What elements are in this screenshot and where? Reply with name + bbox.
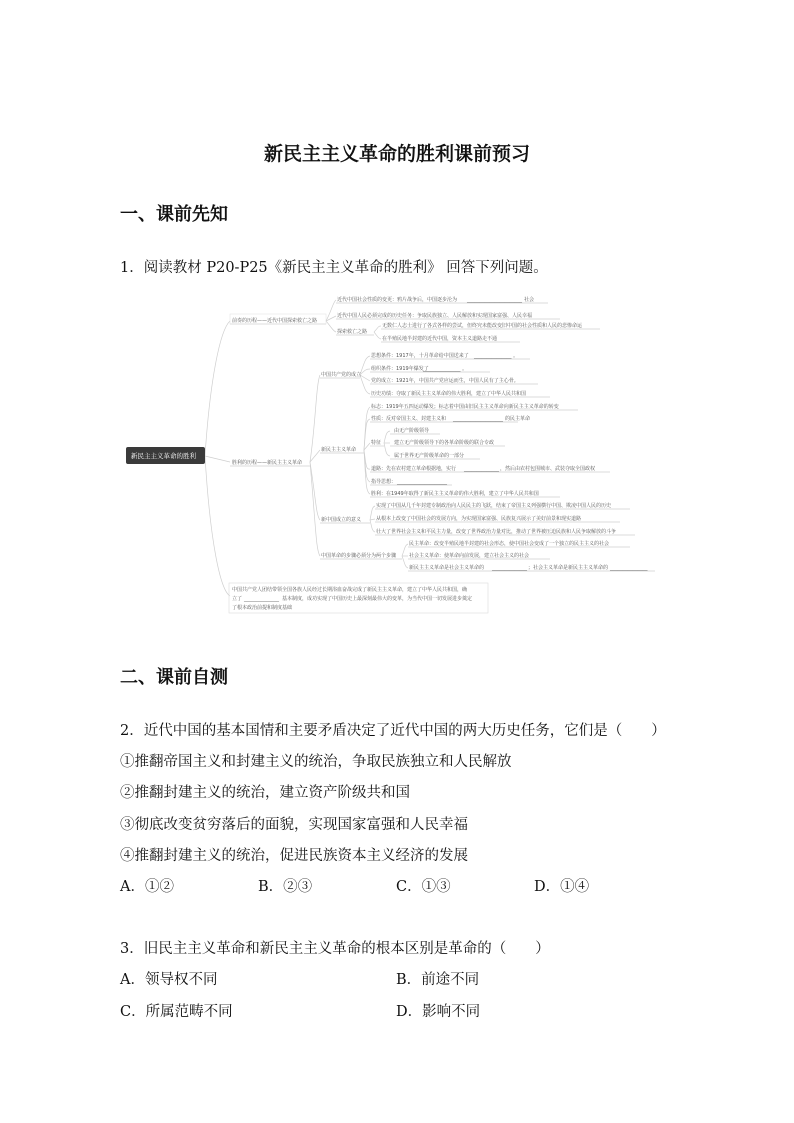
question-2-item: ④推翻封建主义的统治，促进民族资本主义经济的发展 <box>120 848 468 864</box>
blank-b2-1-1: _______________ 。 <box>474 353 519 359</box>
mind-map-root-label: 新民主主义革命的胜利 <box>131 452 196 460</box>
node-b1-3: 探索救亡之路 <box>337 329 368 335</box>
question-2-item: ①推翻帝国主义和封建主义的统治，争取民族独立和人民解放 <box>120 754 512 770</box>
question-3-option-d: D．影响不同 <box>396 1004 481 1020</box>
node-b2-4-1: 民主革命：改变半殖民地半封建的社会形态，使中国社会变成了一个独立的民主主义的社会 <box>409 541 610 547</box>
question-2-item: ②推翻封建主义的统治，建立资产阶级共和国 <box>120 785 410 801</box>
node-b2-3: 新中国成立的意义 <box>321 517 362 523</box>
page-title: 新民主主义革命的胜利课前预习 <box>263 143 530 165</box>
question-3-option-a: A．领导权不同 <box>120 972 218 988</box>
node-b2-4-3-tail: ；社会主义革命是新民主主义革命的 <box>528 565 609 571</box>
node-b2-4-2: 社会主义革命：使革命向前发展，建立社会主义的社会 <box>409 553 530 559</box>
blank-b2-4-3: ______________ <box>492 565 527 571</box>
node-b2-3-2: 从根本上改变了中国社会的发展方向，为实现国家富强、民族复兴展示了美好前景和现实道路 <box>376 516 582 522</box>
question-2-option-c: C．①③ <box>396 879 451 895</box>
node-b2-2-3: 特征 <box>371 440 382 446</box>
question-1: 1．阅读教材 P20-P25《新民主主义革命的胜利》 回答下列问题。 <box>120 260 548 276</box>
branch-prelude: 前奏的历程——近代中国探索救亡之路 <box>232 318 318 324</box>
node-b2-3-3: 壮大了世界社会主义和平民主力量，改变了世界政治力量对比，推动了世界被压迫民族和人民争取解放的斗争 <box>376 529 617 535</box>
node-b2-1-1: 思想条件：1917年，十月革命给中国送来了 <box>371 353 469 359</box>
node-b3-line2: 立了 <box>232 596 243 602</box>
node-b2-2-2-tail: 的民主革命 <box>505 416 531 422</box>
node-b1-3-1: 无数仁人志士进行了各式各样的尝试，但终究未能改变旧中国的社会性质和人民的悲惨命运 <box>382 323 583 329</box>
question-3-option-b: B．前途不同 <box>396 972 480 988</box>
question-2-stem: 2．近代中国的基本国情和主要矛盾决定了近代中国的两大历史任务，它们是（ ） <box>120 723 666 739</box>
section-heading-preview: 一、课前先知 <box>120 204 228 225</box>
blank-b1-1: ______________________ <box>467 297 522 303</box>
node-b2-2-3-3: 属于世界无产阶级革命的一部分 <box>394 453 465 459</box>
question-2-option-b: B．②③ <box>258 879 313 895</box>
blank-b2-2-5: ____________________ <box>397 479 447 485</box>
node-b2-4: 中国革命的步骤必须分为两个步骤 <box>321 553 397 559</box>
node-b3-line1: 中国共产党人团结带领全国各族人民经过长期浴血奋战完成了新民主主义革命，建立了中华人民共和国，确 <box>232 587 468 593</box>
node-b2-2-4: 道路：先在农村建立革命根据地，实行 <box>371 466 457 472</box>
node-b2-2-2: 性质：反对帝国主义、封建主义和 <box>371 416 447 422</box>
node-b2-2-3-1: 由无产阶级领导 <box>394 428 430 434</box>
node-b1-1: 近代中国社会性质的变更：鸦片战争后，中国逐步沦为 <box>337 297 458 303</box>
node-b2-3-1: 实现了中国从几千年封建专制政治向人民民主的飞跃，结束了帝国主义列强横行中国、欺凌中国人民的历史 <box>376 503 612 509</box>
node-b2-1-3: 党的成立：1921年，中国共产党应运而生，中国人民有了主心骨。 <box>371 378 519 384</box>
question-3-option-c: C．所属范畴不同 <box>120 1004 233 1020</box>
node-b2-1: 中国共产党的成立 <box>321 372 362 378</box>
node-b1-3-2: 在半殖民地半封建的近代中国，资本主义道路走不通 <box>382 336 498 342</box>
branch-victory: 胜利的历程——新民主主义革命 <box>232 460 303 466</box>
section-heading-selftest: 二、课前自测 <box>120 667 228 688</box>
node-b1-2: 近代中国人民必须完成的历史任务：争取民族独立、人民解放和实现国家富强、人民幸福 <box>337 313 533 319</box>
node-b2-1-4: 历史功绩：夺取了新民主主义革命的伟大胜利，建立了中华人民共和国 <box>371 391 527 397</box>
blank-b2-4-3-end: _______________ <box>610 565 648 571</box>
node-b1-1-tail: 社会 <box>524 297 535 303</box>
node-b2-2-4-tail: ，然后由农村包围城市、武装夺取全国政权 <box>500 466 596 472</box>
question-2-option-d: D．①④ <box>534 879 590 895</box>
blank-b2-2-4: ______________ <box>464 466 499 472</box>
node-b2-4-3: 新民主主义革命是社会主义革命的 <box>409 565 485 571</box>
blank-b3: ______________ <box>244 596 279 602</box>
node-b2-2-1: 标志：1919年五四运动爆发；标志着中国由旧民主主义革命向新民主主义革命的转变 <box>371 404 559 410</box>
blank-b2-1-2: _______________ 。 <box>423 366 468 372</box>
node-b2-2-3-2: 建立无产阶级领导下的各革命阶级的联合专政 <box>394 440 495 446</box>
node-b2-2-6: 胜利：在1949年取得了新民主主义革命的伟大胜利，建立了中华人民共和国 <box>371 491 539 497</box>
node-b2-2-5: 指导思想： <box>371 479 397 485</box>
question-2-item: ③彻底改变贫穷落后的面貌，实现国家富强和人民幸福 <box>120 817 468 833</box>
node-b3-line2-tail: 基本制度，成功实现了中国历史上最深刻最伟大的变革，为当代中国一切发展进步奠定 <box>282 596 473 602</box>
question-2-option-a: A．①② <box>120 879 174 895</box>
blank-b2-2-2: ____________________ <box>453 416 503 422</box>
node-b3-line3: 了根本政治前提和制度基础 <box>232 605 293 611</box>
node-b2-1-2: 组织条件：1919年爆发了 <box>371 366 429 372</box>
question-3-stem: 3．旧民主主义革命和新民主主义革命的根本区别是革命的（ ） <box>120 941 550 957</box>
node-b2-2: 新民主主义革命 <box>321 447 357 453</box>
